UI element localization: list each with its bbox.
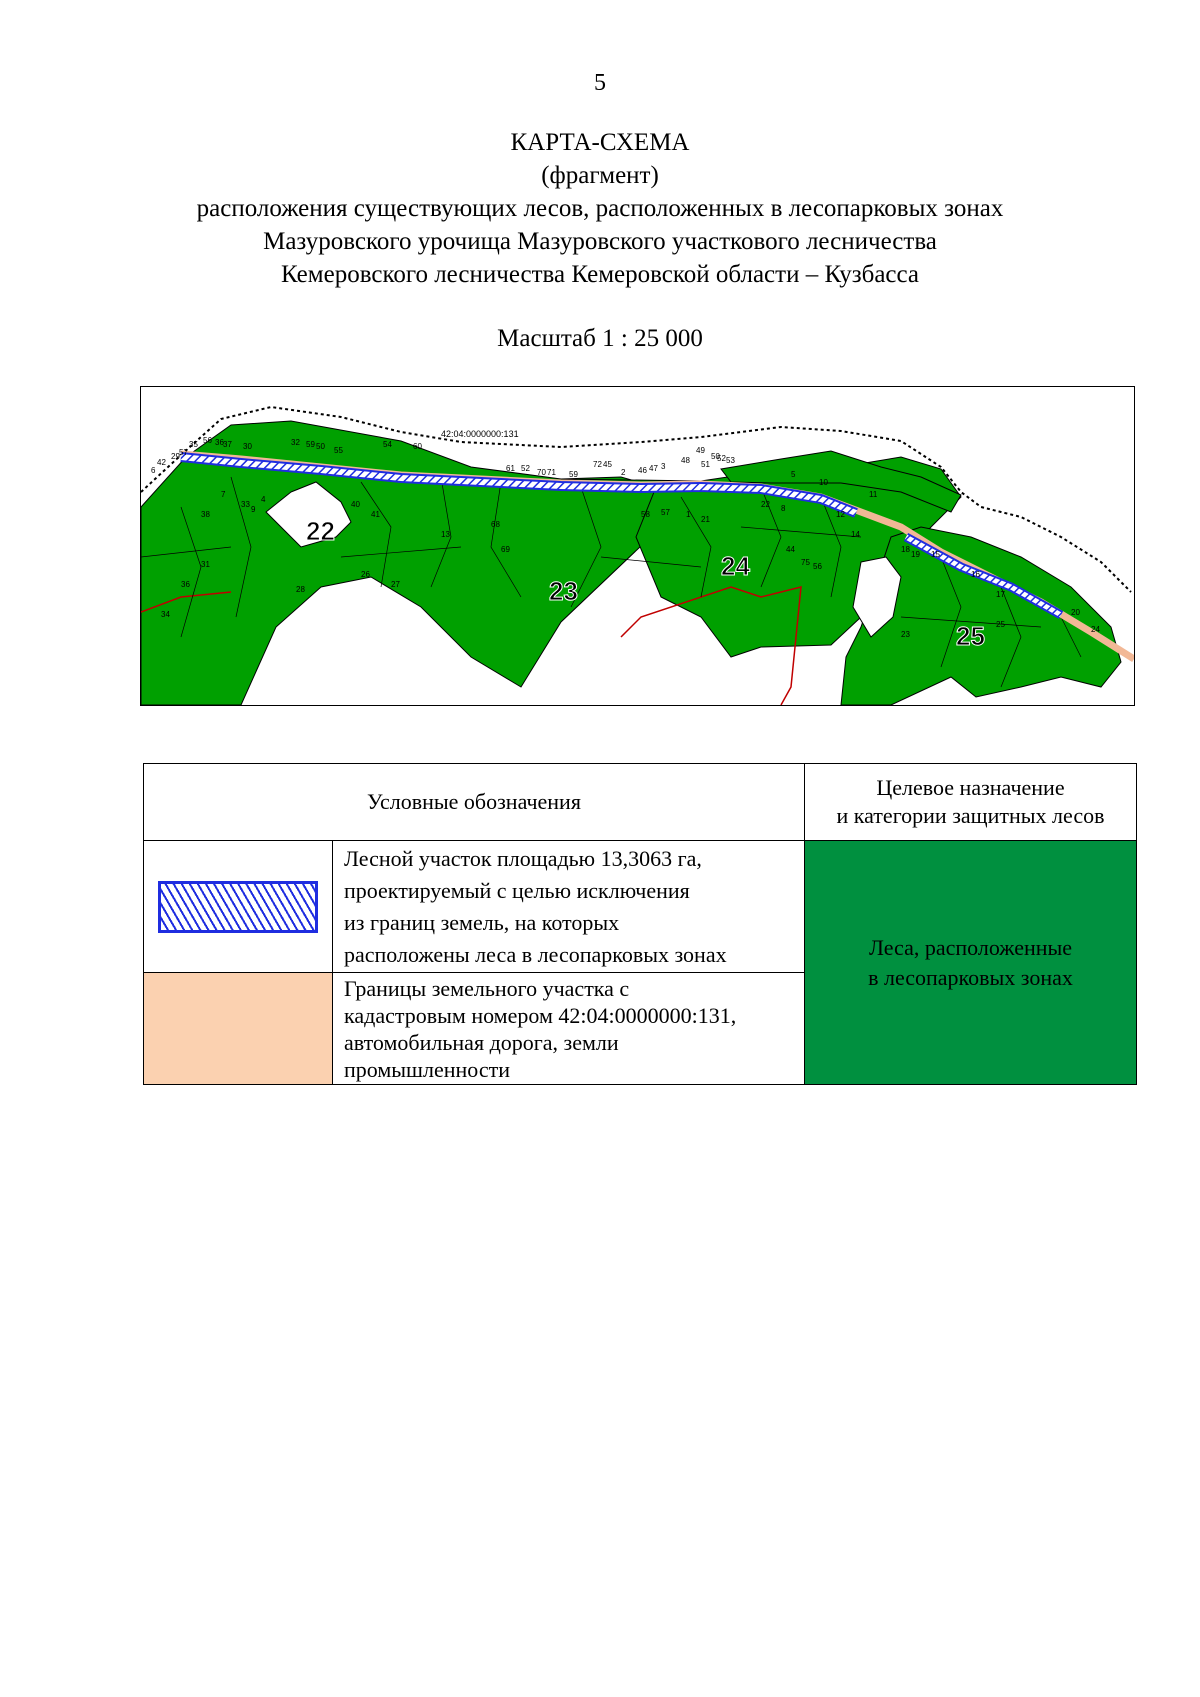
plot-label: 42 (157, 458, 166, 467)
plot-label: 69 (501, 545, 510, 554)
plot-label: 28 (296, 585, 305, 594)
legend-exclusion-line3: из границ земель, на которых (344, 909, 620, 935)
title-line-5: Кемеровского лесничества Кемеровской области – Кузбасса (280, 261, 920, 288)
plot-label: 68 (491, 520, 500, 529)
symbol-cell-exclusion (144, 841, 333, 973)
plot-label: 34 (161, 610, 170, 619)
plot-label: 37 (223, 440, 232, 449)
plot-label: 20 (1071, 608, 1080, 617)
plot-label: 53 (726, 456, 735, 465)
plot-label: 71 (547, 468, 556, 477)
plot-label: 8 (781, 504, 786, 513)
plot-label: 52 (521, 464, 530, 473)
map-svg (141, 387, 1134, 705)
plot-label: 61 (506, 464, 515, 473)
legend-road-line2: кадастровым номером 42:04:0000000:131, (344, 1002, 737, 1028)
page-number: 5 (594, 70, 606, 96)
quarter-25: 25 (956, 621, 985, 651)
plot-label: 1 (686, 510, 691, 519)
legend-exclusion-line4: расположены леса в лесопарковых зонах (344, 941, 727, 967)
hatched-blue-symbol (158, 881, 318, 933)
plot-label: 11 (869, 490, 878, 499)
plot-label: 51 (701, 460, 710, 469)
plot-label: 6 (151, 466, 156, 475)
plot-label: 59 (569, 470, 578, 479)
plot-label: 50 (316, 442, 325, 451)
plot-label: 55 (334, 446, 343, 455)
legend-exclusion-line2: проектируемый с целью исключения (344, 877, 690, 903)
plot-label: 14 (851, 530, 860, 539)
plot-label: 13 (441, 530, 450, 539)
document-title (0, 126, 1200, 291)
legend-category-cell (805, 841, 1137, 1085)
legend-exclusion-description (333, 841, 805, 973)
plot-label: 26 (361, 570, 370, 579)
plot-label: 36 (215, 438, 224, 447)
plot-label: 72 (593, 460, 602, 469)
plot-label: 22 (761, 500, 770, 509)
plot-label: 57 (661, 508, 670, 517)
legend-table (143, 763, 1137, 1085)
quarter-24: 24 (721, 551, 750, 581)
plot-label: 58 (641, 510, 650, 519)
plot-label: 59 (306, 440, 315, 449)
plot-label: 49 (696, 446, 705, 455)
title-line-4: Мазуровского урочища Мазуровского участкового лесничества (263, 228, 937, 255)
plot-label: 52 (717, 454, 726, 463)
plot-label: 44 (786, 545, 795, 554)
plot-label: 9 (251, 505, 256, 514)
legend-category-line2: в лесопарковых зонах (868, 964, 1073, 990)
legend-header-category-line2: и категории защитных лесов (836, 803, 1105, 828)
plot-label: 38 (201, 510, 210, 519)
plot-label: 40 (351, 500, 360, 509)
plot-label: 7 (221, 490, 226, 499)
plot-label: 2 (621, 468, 626, 477)
plot-label: 45 (603, 460, 612, 469)
plot-label: 23 (901, 630, 910, 639)
plot-label: 32 (291, 438, 300, 447)
plot-label: 57 (179, 448, 188, 457)
plot-label: 19 (911, 550, 920, 559)
legend-exclusion-line1: Лесной участок площадью 13,3063 га, (344, 845, 702, 871)
map-scale: Масштаб 1 : 25 000 (497, 325, 703, 352)
plot-label: 18 (901, 545, 910, 554)
plot-label: 29 (171, 452, 180, 461)
plot-label: 4 (261, 495, 266, 504)
title-line-3: расположения существующих лесов, расположенных в лесопарковых зонах (196, 195, 1004, 222)
plot-label: 50 (711, 452, 720, 461)
plot-label: 46 (638, 466, 647, 475)
legend-road-line1: Границы земельного участка с (344, 975, 630, 1001)
quarter-23: 23 (549, 576, 578, 606)
quarter-22: 22 (306, 516, 335, 546)
plot-label: 12 (836, 510, 845, 519)
legend-road-line4: промышленности (344, 1056, 510, 1082)
legend-road-line3: автомобильная дорога, земли (344, 1029, 619, 1055)
plot-label: 48 (681, 456, 690, 465)
title-line-2: (фрагмент) (541, 162, 659, 189)
plot-label: 15 (931, 550, 940, 559)
plot-label: 56 (203, 436, 212, 445)
plot-label: 10 (819, 478, 828, 487)
plot-label: 35 (189, 440, 198, 449)
plot-label: 3 (661, 462, 666, 471)
plot-label: 56 (813, 562, 822, 571)
plot-label: 27 (391, 580, 400, 589)
map-fragment (140, 386, 1135, 706)
legend-header-category (805, 764, 1137, 841)
plot-label: 5 (791, 470, 796, 479)
plot-label: 21 (701, 515, 710, 524)
plot-label: 41 (371, 510, 380, 519)
plot-label: 47 (649, 464, 658, 473)
plot-label: 17 (996, 590, 1005, 599)
plot-label: 75 (801, 558, 810, 567)
plot-label: 54 (383, 440, 392, 449)
plot-label: 36 (181, 580, 190, 589)
legend-header-symbols: Условные обозначения (144, 764, 805, 841)
plot-label: 24 (1091, 625, 1100, 634)
plot-label: 16 (971, 570, 980, 579)
plot-label: 25 (996, 620, 1005, 629)
plot-label: 60 (413, 442, 422, 451)
plot-label: 33 (241, 500, 250, 509)
plot-label: 30 (243, 442, 252, 451)
legend-category-line1: Леса, расположенные (868, 934, 1073, 960)
plot-label: 31 (201, 560, 210, 569)
plot-label: 70 (537, 468, 546, 477)
legend-header-category-line1: Целевое назначение (876, 775, 1065, 800)
cadastral-label: 42:04:0000000:131 (441, 429, 519, 439)
symbol-cell-road (144, 973, 333, 1085)
title-line-1: КАРТА-СХЕМА (510, 129, 690, 156)
legend-road-description (333, 973, 805, 1085)
